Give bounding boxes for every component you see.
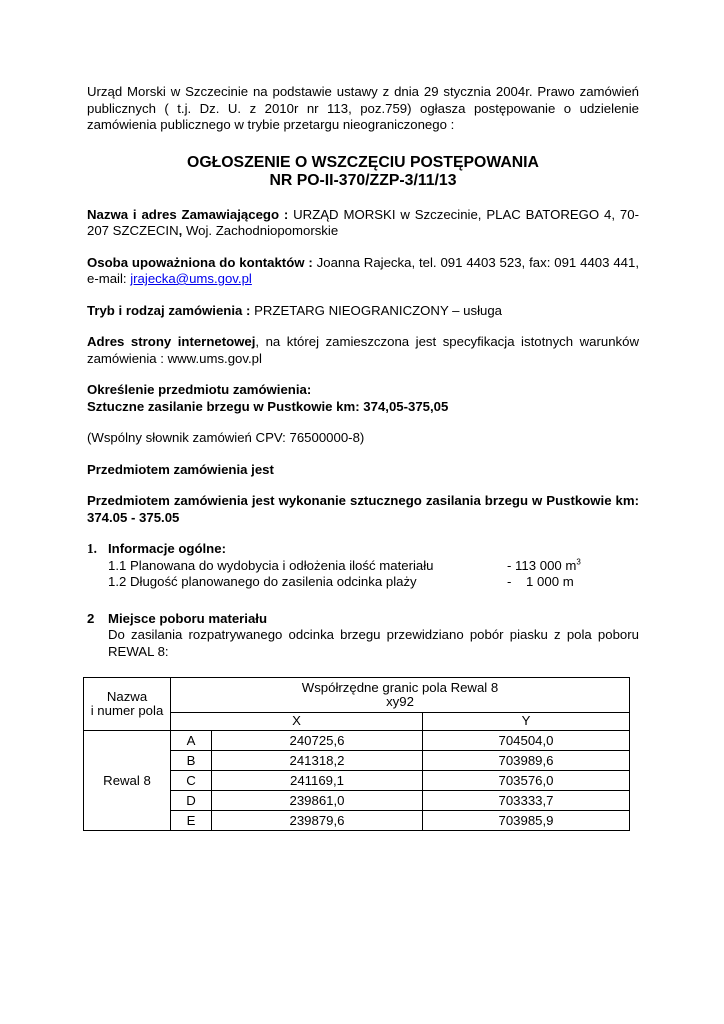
y-value: 703989,6 <box>423 751 630 771</box>
contact-person <box>87 255 639 288</box>
website-label: Adres strony internetowej <box>87 334 256 349</box>
y-value: 703576,0 <box>423 771 630 791</box>
mode-label: Tryb i rodzaj zamówienia : <box>87 302 251 318</box>
x-value: 240725,6 <box>212 731 423 751</box>
contact-label: Osoba upoważniona do kontaktów : <box>87 254 313 270</box>
point-label: A <box>171 731 212 751</box>
title-line-2: NR PO-II-370/ZZP-3/11/13 <box>269 171 457 189</box>
point-label: B <box>171 751 212 771</box>
info-item-2 <box>87 574 639 591</box>
y-value: 703333,7 <box>423 791 630 811</box>
subject-name: Sztuczne zasilanie brzegu w Pustkowie km: 374,05-375,05 <box>87 398 449 414</box>
procurement-mode <box>87 303 639 320</box>
name-header-line-2: i numer pola <box>90 703 164 718</box>
contact-email-link[interactable]: jrajecka@ums.gov.pl <box>130 271 252 286</box>
contracting-label: Nazwa i adres Zamawiającego : <box>87 206 289 222</box>
y-value: 703985,9 <box>423 811 630 831</box>
subject-section <box>87 382 639 415</box>
contracting-text: URZĄD MORSKI w Szczecinie, PLAC BATOREGO 4, 70-207 SZCZECIN <box>87 206 639 238</box>
name-header-line-1: Nazwa <box>106 689 148 704</box>
subject-heading: Określenie przedmiotu zamówienia: <box>87 382 312 397</box>
x-column-header: X <box>171 712 423 730</box>
mode-text: PRZETARG NIEOGRANICZONY – usługa <box>250 302 503 318</box>
name-header-cell <box>84 678 171 731</box>
section-2-text: Do zasilania rozpatrywanego odcinka brzegu przewidziano pobór piasku z pola poboru REWAL 8: <box>108 627 639 659</box>
x-value: 241318,2 <box>212 751 423 771</box>
x-value: 241169,1 <box>212 771 423 791</box>
document-body <box>87 84 639 660</box>
intro-paragraph: Urząd Morski w Szczecinie na podstawie ustawy z dnia 29 stycznia 2004r. Prawo zamówień publicznych ( t.j. Dz. U. z 2010r nr 113, poz.759) ogłasza postępowanie o udzielenie zamówienia publicznego w trybie przetargu nieograniczonego : <box>87 84 639 132</box>
section-material-source <box>87 611 639 661</box>
info-item-1 <box>87 558 639 575</box>
section-2-heading: Miejsce poboru materiału <box>108 610 268 626</box>
section-general-info <box>87 541 639 591</box>
contact-text: Joanna Rajecka, tel. 091 4403 523, fax: 091 4403 441, e-mail: <box>87 254 639 286</box>
x-value: 239879,6 <box>212 811 423 831</box>
y-value: 704504,0 <box>423 731 630 751</box>
point-label: D <box>171 791 212 811</box>
point-label: E <box>171 811 212 831</box>
x-value: 239861,0 <box>212 791 423 811</box>
coords-header-line-2: xy92 <box>386 693 414 709</box>
contracting-authority <box>87 207 639 240</box>
info-item-1-label: 1.1 Planowana do wydobycia i odłożenia ilość materiału <box>108 557 434 573</box>
point-label: C <box>171 771 212 791</box>
info-item-1-value: - 113 000 m <box>507 557 577 573</box>
website-text: , na której zamieszczona jest specyfikacja istotnych warunków zamówienia : www.ums.gov.pl <box>87 334 639 366</box>
table-row <box>84 731 630 751</box>
subject-heading-2: Przedmiotem zamówienia jest <box>87 461 274 477</box>
coordinates-table <box>83 677 630 831</box>
section-2-number: 2 <box>87 610 95 626</box>
y-column-header: Y <box>423 712 630 730</box>
coords-header-line-1: Współrzędne granic pola Rewal 8 <box>301 679 499 695</box>
title-line-1: OGŁOSZENIE O WSZCZĘCIU POSTĘPOWANIA <box>187 153 539 171</box>
info-item-1-unit-exponent: 3 <box>576 557 581 567</box>
field-name-cell: Rewal 8 <box>84 731 171 831</box>
contracting-comma: , <box>178 223 183 238</box>
website-info <box>87 334 639 367</box>
contracting-region: Woj. Zachodniopomorskie <box>182 223 339 238</box>
table-header-row <box>84 678 630 713</box>
info-item-2-label: 1.2 Długość planowanego do zasilenia odcinka plaży <box>108 574 417 589</box>
subject-description: Przedmiotem zamówienia jest wykonanie sztucznego zasilania brzegu w Pustkowie km: 374.05 - 375.05 <box>87 493 639 525</box>
section-1-heading: Informacje ogólne: <box>108 541 226 556</box>
info-item-2-value: - 1 000 m <box>507 574 574 589</box>
section-1-number: 1. <box>87 541 97 556</box>
announcement-title <box>87 154 639 190</box>
cpv-code: (Wspólny słownik zamówień CPV: 76500000-8) <box>87 430 365 445</box>
coords-header-cell <box>171 678 630 713</box>
